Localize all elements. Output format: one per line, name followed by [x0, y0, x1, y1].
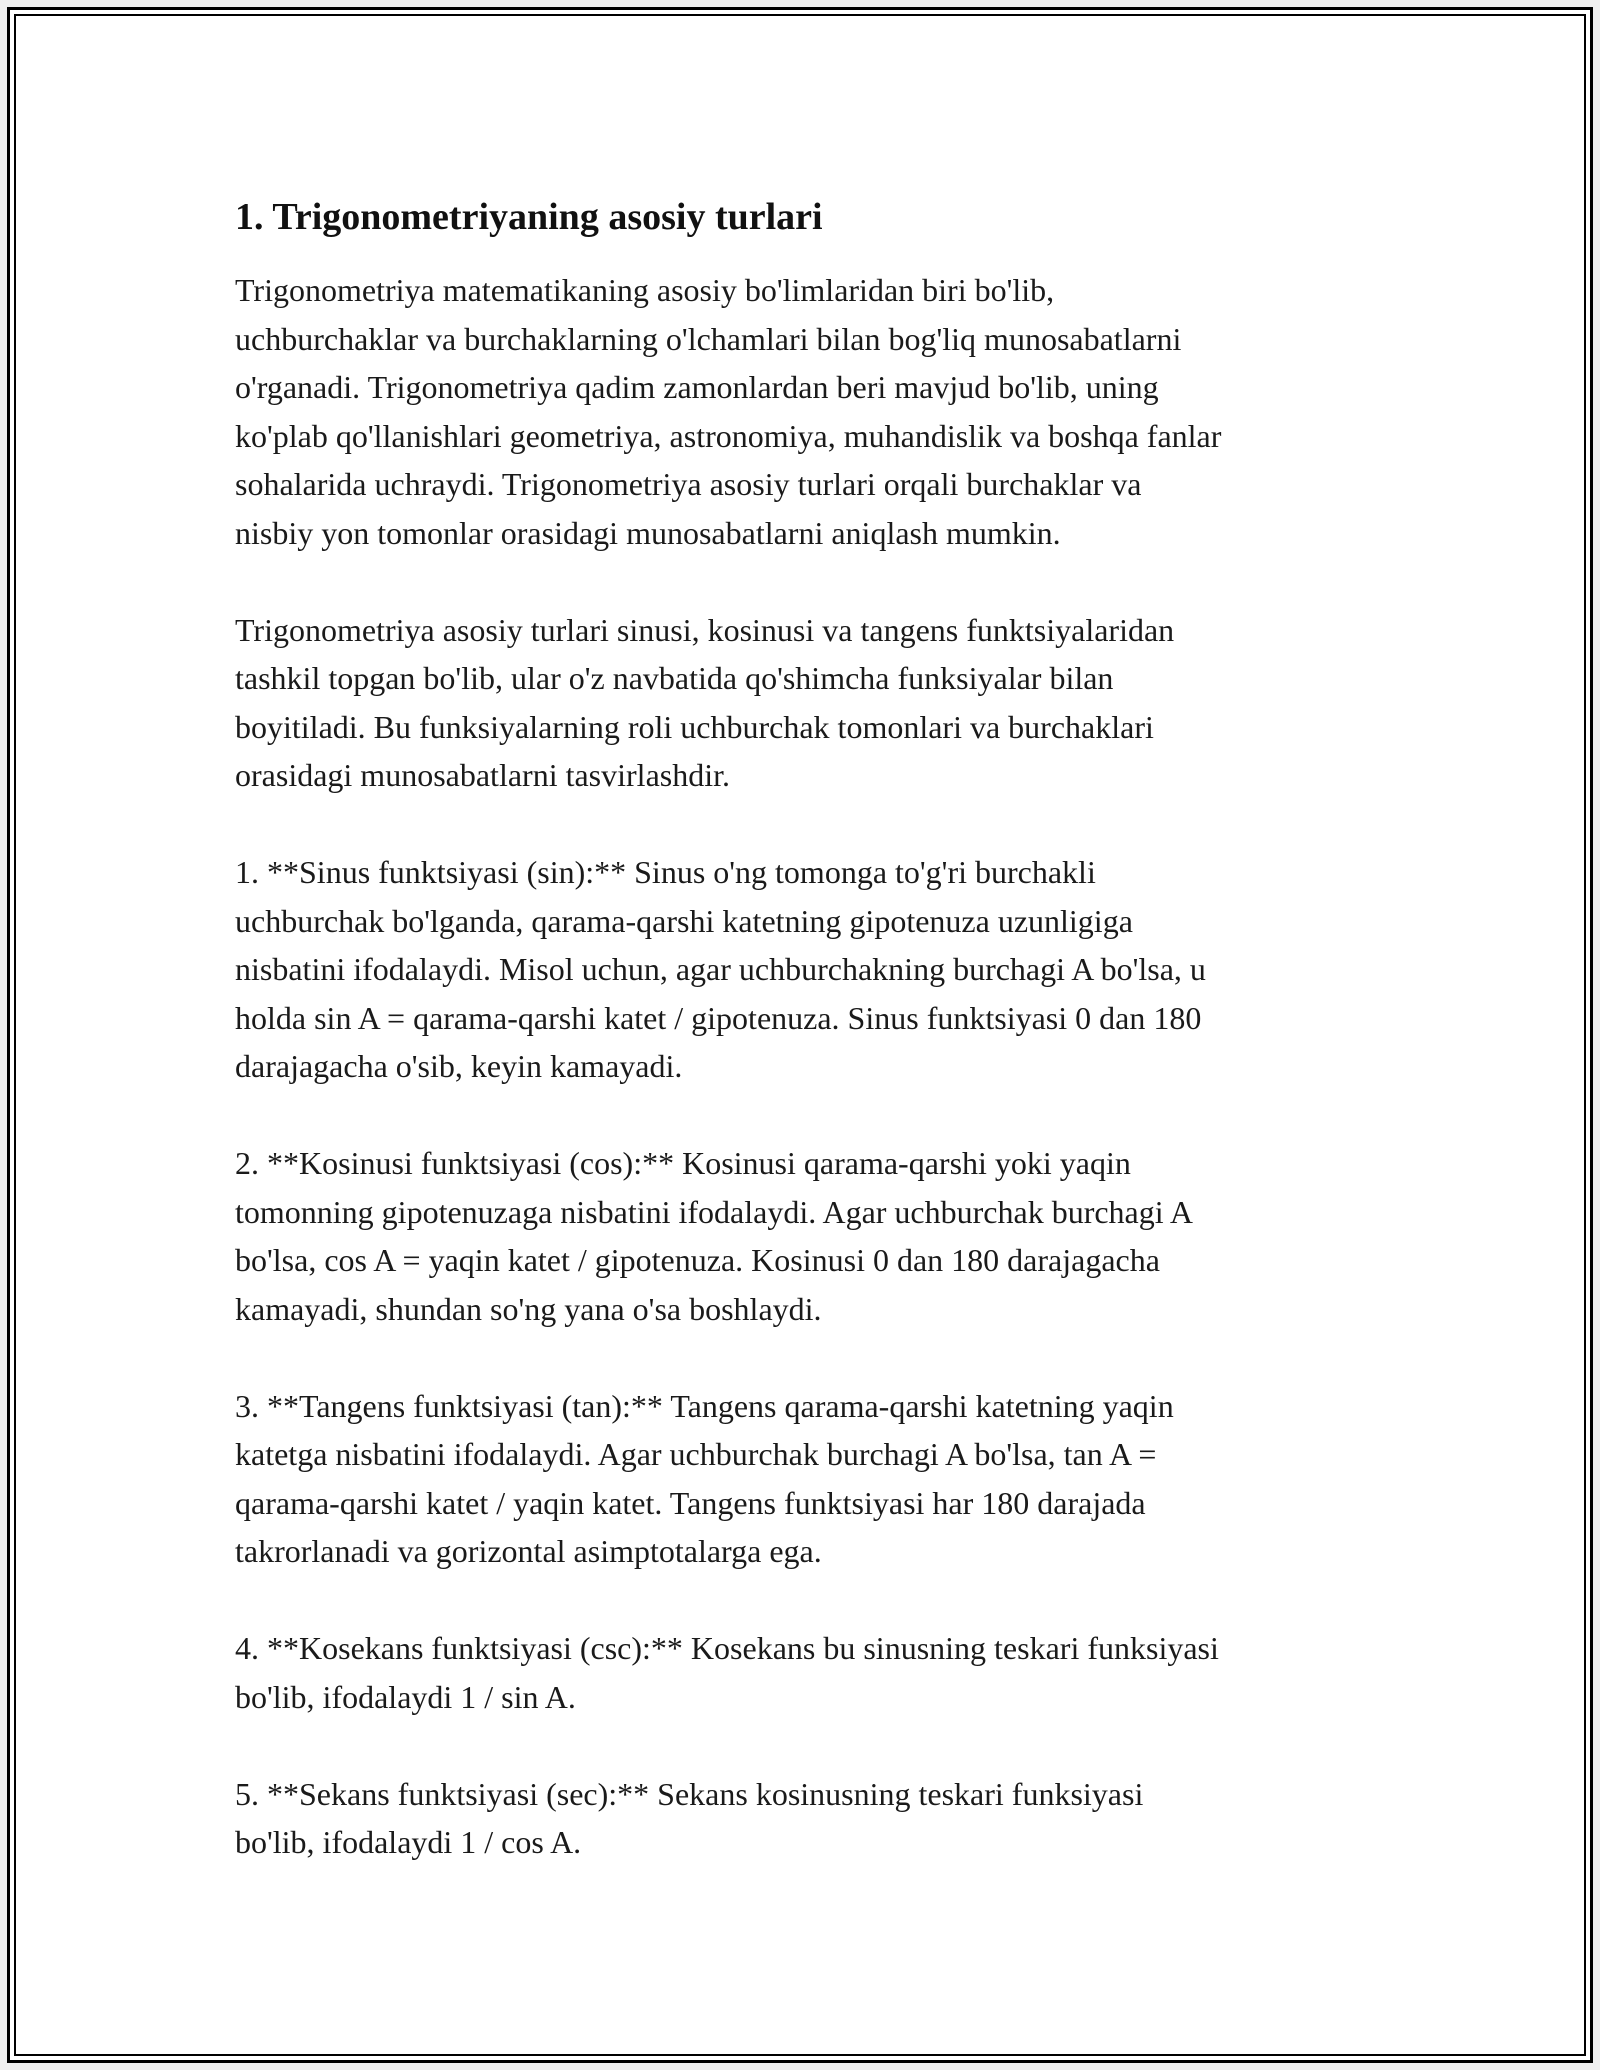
paragraph-tangens: 3. **Tangens funktsiyasi (tan):** Tangens qarama-qarshi katetning yaqin katetga nisbatini ifodalaydi. Agar uchburchak burchagi A bo'lsa, tan A = qarama-qarshi katet / yaqin katet. Tangens funktsiyasi har 180 darajada takrorlanadi va gorizontal asimptotalarga ega.	[235, 1387, 1174, 1569]
paragraph-kosekans: 4. **Kosekans funktsiyasi (csc):** Kosekans bu sinusning teskari funksiyasi bo'lib, ifodalaydi 1 / sin A.	[235, 1630, 1219, 1715]
paragraph-sinus: 1. **Sinus funktsiyasi (sin):** Sinus o'ng tomonga to'g'ri burchakli uchburchak bo'lganda, qarama-qarshi katetning gipotenuza uzunligiga nisbatini ifodalaydi. Misol uchun, agar uchburchakning burchagi A bo'lsa, u holda sin A = qarama-qarshi katet / gipotenuza. Sinus funktsiyasi 0 dan 180 darajagacha o'sib, keyin kamayadi.	[235, 854, 1206, 1084]
paragraph-kosinus: 2. **Kosinusi funktsiyasi (cos):** Kosinusi qarama-qarshi yoki yaqin tomonning gipotenuzaga nisbatini ifodalaydi. Agar uchburchak burchagi A bo'lsa, cos A = yaqin katet / gipotenuza. Kosinusi 0 dan 180 darajagacha kamayadi, shundan so'ng yana o'sa boshlaydi.	[235, 1145, 1193, 1327]
section-heading: 1. Trigonometriyaning asosiy turlari	[235, 196, 823, 238]
document-content	[235, 193, 1385, 1915]
paragraph-intro: Trigonometriya matematikaning asosiy bo'limlaridan biri bo'lib, uchburchaklar va burchaklarning o'lchamlari bilan bog'liq munosabatlarni o'rganadi. Trigonometriya qadim zamonlardan beri mavjud bo'lib, uning ko'plab qo'llanishlari geometriya, astronomiya, muhandislik va boshqa fanlar sohalarida uchraydi. Trigonometriya asosiy turlari orqali burchaklar va nisbiy yon tomonlar orasidagi munosabatlarni aniqlash mumkin.	[235, 272, 1222, 551]
paragraph-sekans: 5. **Sekans funktsiyasi (sec):** Sekans kosinusning teskari funksiyasi bo'lib, ifodalaydi 1 / cos A.	[235, 1775, 1144, 1860]
document-page	[7, 7, 1593, 2063]
paragraph-overview: Trigonometriya asosiy turlari sinusi, kosinusi va tangens funktsiyalaridan tashkil topgan bo'lib, ular o'z navbatida qo'shimcha funksiyalar bilan boyitiladi. Bu funksiyalarning roli uchburchak tomonlari va burchaklari orasidagi munosabatlarni tasvirlashdir.	[235, 611, 1175, 793]
